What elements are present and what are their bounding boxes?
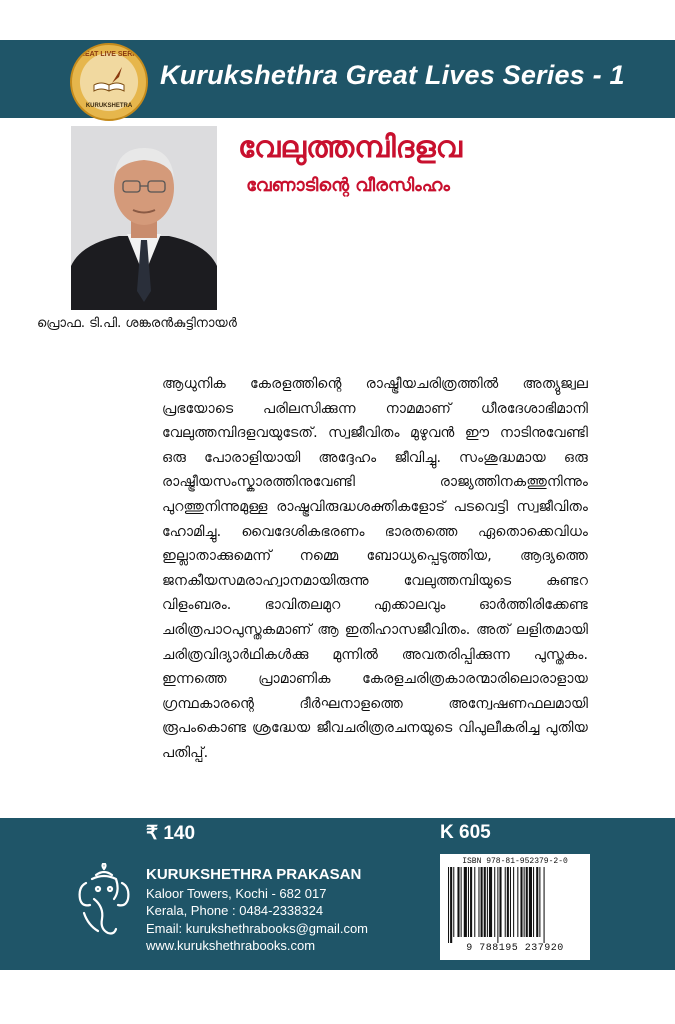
barcode-bar xyxy=(507,867,509,937)
author-photo xyxy=(71,126,217,310)
barcode-bar xyxy=(539,867,540,937)
price-label: ₹ 140 xyxy=(146,823,196,844)
barcode-bar xyxy=(505,867,506,937)
barcode-bar xyxy=(481,867,483,937)
barcode-bar xyxy=(529,867,532,937)
series-logo xyxy=(70,43,148,121)
barcode-digits: 9 788195 237920 xyxy=(466,943,564,954)
barcode-bar xyxy=(474,867,475,937)
barcode-bar xyxy=(526,867,528,937)
barcode-bar xyxy=(450,867,452,943)
barcode-bar xyxy=(448,867,449,943)
publisher-email: Email: kurukshethrabooks@gmail.com xyxy=(146,920,369,936)
logo-top-text: GREAT LIVE SERIES xyxy=(74,51,144,58)
back-cover-blurb: ആധുനിക കേരളത്തിന്റെ രാഷ്ട്രീയചരിത്രത്തിൽ അത്യുജ്വല പ്രഭയോടെ പരിലസിക്കുന്ന നാമമാണ് ധീരദേശാഭിമാനി വേലുത്തമ്പിദളവയുടേത്. സ്വജീവിതം മുഴുവൻ ഈ നാടിനുവേണ്ടി ഒരു പോരാളിയായി അദ്ദേഹം ജീവിച്ചു. സംശുദ്ധമായ ഒരു രാഷ്ട്രീയസംസ്കാരത്തിനുവേണ്ടി രാജ്യത്തിനകത്തുനിന്നും പുറത്തുനിന്നുമുള്ള രാഷ്ട്രവിരുദ്ധശക്തികളോട് പടവെട്ടി സ്വജീവിതം ഹോമിച്ചു. വൈദേശികഭരണം ഭാരതത്തെ ഏതൊക്കെവിധം ഇല്ലാതാക്കുമെന്ന് നമ്മെ ബോധ്യപ്പെടുത്തിയ, ആദ്യത്തെ ജനകീയസമരാഹ്വാനമായിരുന്നു വേലുത്തമ്പിയുടെ കുണ്ടറ വിളംബരം. ഭാവിതലമുറ എക്കാലവും ഓർത്തിരിക്കേണ്ട ചരിത്രപാഠപുസ്തകമാണ് ആ ഇതിഹാസജീവിതം. അത് ലളിതമായി ചരിത്രവിദ്യാർഥികൾക്കു മുന്നിൽ അവതരിപ്പിക്കുന്ന പുസ്തകം. ഇന്നത്തെ പ്രാമാണിക കേരളചരിത്രകാരന്മാരിലൊരാളായ ഗ്രന്ഥകാരന്റെ ദീർഘനാളത്തെ അന്വേഷണഫലമായി രൂപംകൊണ്ട ശ്രദ്ധേയ ജീവചരിത്രരചനയുടെ വിപുലീകരിച്ച പുതിയ പതിപ്പ്. xyxy=(162,376,588,761)
barcode-bar xyxy=(536,867,538,937)
barcode-bar xyxy=(484,867,486,937)
catalog-code: K 605 xyxy=(440,822,491,843)
isbn-text: ISBN 978-81-952379-2-0 xyxy=(462,857,568,866)
author-portrait-image xyxy=(71,126,217,310)
barcode-bar xyxy=(461,867,462,937)
publisher-address-line2: Kerala, Phone : 0484-2338324 xyxy=(146,903,324,918)
barcode-bar xyxy=(470,867,472,937)
barcode-bar xyxy=(520,867,522,937)
publisher-info xyxy=(146,866,426,955)
barcode-bar xyxy=(494,867,495,937)
barcode-bar xyxy=(510,867,511,937)
barcode-bar xyxy=(533,867,534,937)
barcode-bar xyxy=(464,867,467,937)
logo-bottom-text: KURUKSHETRA xyxy=(85,103,133,109)
ganesha-icon xyxy=(74,863,134,939)
barcode-bar xyxy=(457,867,459,937)
publisher-address-line1: Kaloor Towers, Kochi - 682 017 xyxy=(146,885,327,901)
barcode-bar xyxy=(497,867,498,943)
isbn-barcode xyxy=(440,854,590,960)
book-subtitle: വേണാടിന്റെ വീരസിംഹം xyxy=(246,175,450,196)
barcode-bar xyxy=(478,867,479,937)
barcode-bar xyxy=(513,867,514,937)
publisher-website: www.kurukshethrabooks.com xyxy=(146,938,316,953)
barcode-bar xyxy=(517,867,518,937)
barcode-bar xyxy=(524,867,525,937)
book-title: വേലുത്തമ്പിദളവ xyxy=(238,130,462,165)
barcode-bar xyxy=(468,867,469,937)
barcode-bar xyxy=(544,867,545,943)
series-title: Kurukshethra Great Lives Series - 1 xyxy=(160,60,625,90)
barcode-bar xyxy=(489,867,492,937)
barcode-bar xyxy=(499,867,501,937)
book-quill-icon xyxy=(92,65,126,95)
barcode-bar xyxy=(487,867,488,937)
author-name: പ്രൊഫ. ടി.പി. ശങ്കരൻകുട്ടിനായർ xyxy=(37,316,237,331)
barcode-bar xyxy=(453,867,454,937)
publisher-name: KURUKSHETHRA PRAKASAN xyxy=(146,866,362,883)
barcode-bars xyxy=(446,867,584,943)
